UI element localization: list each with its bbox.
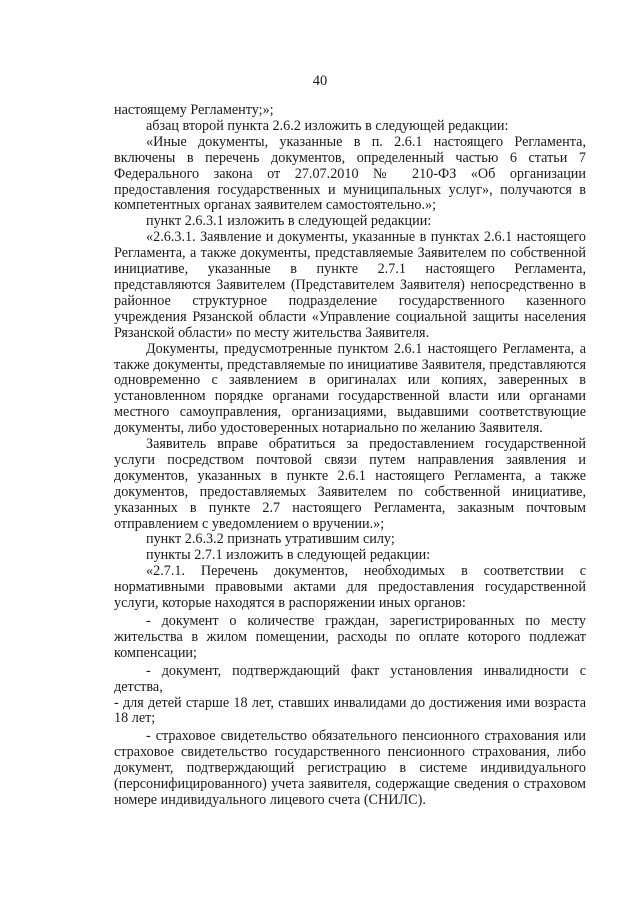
paragraph-quote-other-documents: «Иные документы, указанные в п. 2.6.1 настоящего Регламента, включены в перечень документов, определенный частью 6 статьи 7 Федерального закона от 27.07.2010 № 210-ФЗ «Об организации предоставления государственных и муниципальных услуг», получаются в компетентных органах заявителем самостоятельно.»; [114, 133, 586, 214]
list-item-adult-children: - для детей старше 18 лет, ставших инвалидами до достижения ими возраста 18 лет; [114, 694, 586, 727]
paragraph-amendment-2-6-3-1: пункт 2.6.3.1 изложить в следующей редакции: [146, 213, 432, 230]
paragraph-continuation: настоящему Регламенту;»; [114, 102, 274, 118]
list-item-insurance-certificate: - страховое свидетельство обязательного пенсионного страхования или страховое свидетельство государственного пенсионного страхования, либо документ, подтверждающий регистрацию в системе индивидуального (персонифицированного) учета заявителя, содержащие сведения о страховом номере индивидуального лицевого счета (СНИЛС). [114, 728, 586, 808]
paragraph-amendment-2-7-1: пункты 2.7.1 изложить в следующей редакции: [146, 547, 431, 564]
paragraph-quote-2-6-3-1: «2.6.3.1. Заявление и документы, указанные в пунктах 2.6.1 настоящего Регламента, а также документы, представляемые Заявителем по собственной инициативе, указанные в пункте 2.7.1 настоящего Регламента, представляются Заявителем (Представителем Заявителя) непосредственно в районное структурное подразделение государственного казенного учреждения Рязанской области «Управление социальной защиты населения Рязанской области» по месту жительства Заявителя. [114, 229, 586, 341]
page-number: 40 [312, 73, 328, 89]
paragraph-quote-2-7-1: «2.7.1. Перечень документов, необходимых в соответствии с нормативными правовыми актами для предоставления государственной услуги, которые находятся в распоряжении иных органов: [114, 563, 586, 612]
list-item-disability-document: - документ, подтверждающий факт установления инвалидности с детства, [114, 662, 586, 695]
document-body [114, 103, 586, 809]
paragraph-postal-submission: Заявитель вправе обратиться за предоставлением государственной услуги посредством почтовой связи путем направления заявления и документов, указанных в пункте 2.6.1 настоящего Регламента, а также документов, предоставляемых Заявителем по собственной инициативе, указанных в пункте 2.7 настоящего Регламента, заказным почтовым отправлением с уведомлением о вручении.»; [114, 436, 586, 532]
paragraph-documents-submission: Документы, предусмотренные пунктом 2.6.1 настоящего Регламента, а также документы, представляемые по инициативе Заявителя, представляются одновременно с заявлением в оригиналах или копиях, заверенных в установленном порядке органами государственной власти или органами местного самоуправления, организациями, выдавшими соответствующие документы, либо удостоверенных нотариально по желанию Заявителя. [114, 340, 586, 437]
paragraph-amendment-2-6-3-2: пункт 2.6.3.2 признать утратившим силу; [146, 531, 395, 548]
paragraph-amendment-2-6-2: абзац второй пункта 2.6.2 изложить в следующей редакции: [146, 117, 509, 134]
list-item-residents-document: - документ о количестве граждан, зарегистрированных по месту жительства в жилом помещении, расходы по оплате которого подлежат компенсации; [114, 613, 586, 661]
